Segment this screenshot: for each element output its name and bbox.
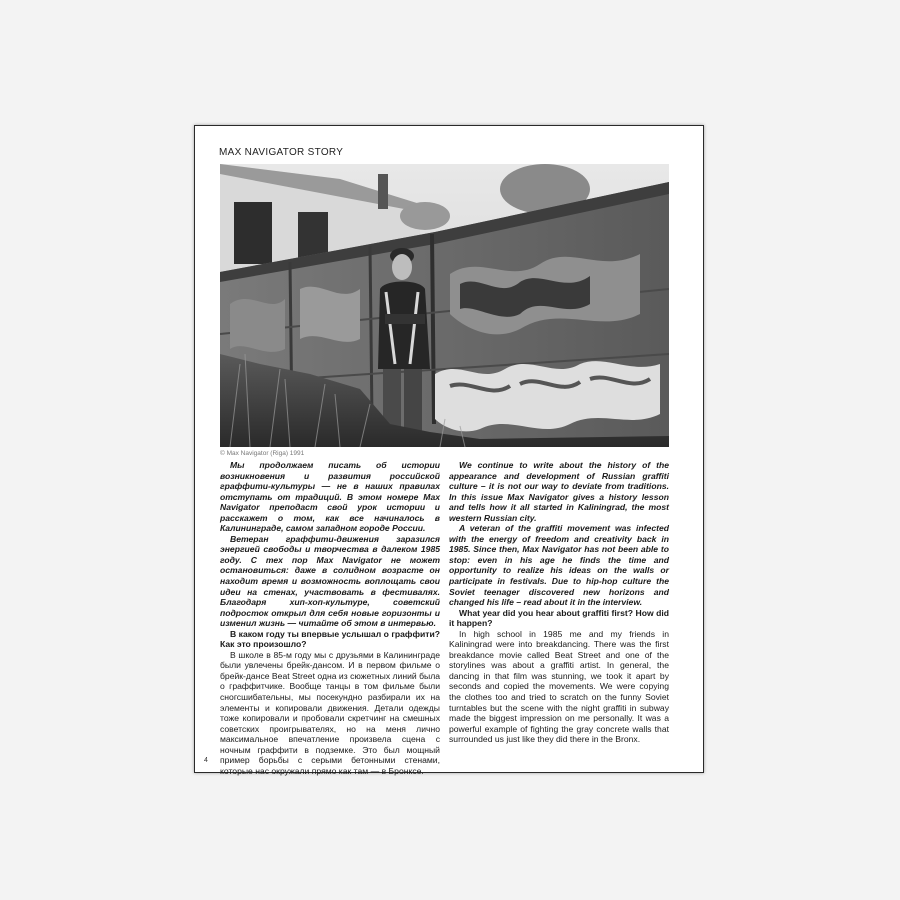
english-column [449, 460, 669, 745]
russian-column [220, 460, 440, 776]
ru-answer-1: В школе в 85-м году мы с друзьями в Калининграде были увлечены брейк-дансом. И в первом фильме о брейк-дансе Beat Street одна из сюжетных линий была о граффитчике. Вообще танцы в том фильме были сногсшибательны, мы посекундно разбирали их на элементы и копировали движения. Детали одежды тоже копировали и пробовали скретчинг на смешных советских проигрывателях, но на меня лично максимальное впечатление произвела сцена с ночным граффити в подземке. Это был мощный пример борьбы с серыми бетонными стенами, которые нас окружали прямо как там — в Бронксе. [220, 649, 440, 776]
en-intro-paragraph-2: A veteran of the graffiti movement was infected with the energy of freedom and creativity back in 1985. Since then, Max Navigator has not been able to stop: even in his age he finds the time and opportunity to realize his ideas on the walls or participate in festivals. Due to hip-hop culture the Soviet teenager discovered new horizons and changed his life – read about it in the interview. [449, 523, 669, 608]
en-question-1: What year did you hear about graffiti first? How did it happen? [449, 607, 669, 629]
photo-caption: © Max Navigator (Riga) 1991 [220, 450, 305, 457]
ru-intro-paragraph-1: Мы продолжаем писать об истории возникновения и развития российской граффити-культуры — не в наших правилах отступать от традиций. В этом номере Max Navigator преподаст свой урок истории и расскажет о том, как все начиналось в Калининграде, самом западном городе России. [220, 460, 440, 534]
page-number: 4 [204, 757, 208, 764]
graffiti-photo [220, 164, 669, 447]
en-answer-1: In high school in 1985 me and my friends in Kaliningrad were into breakdancing. There was the first breakdance movie called Beat Street and one of the storylines was about a graffiti artist. In general, the dancing in that film was stunning, we took it apart by seconds and copied the movements. We were copying the clothes too and tried to scratch on the funny Soviet turntables but the scene with the night graffiti in subway made the biggest impression on me personally. It was a powerful example of fighting the gray concrete walls that surrounded us just like they did there in the Bronx. [449, 628, 669, 745]
magazine-page [194, 125, 704, 776]
ru-question-1: В каком году ты впервые услышал о граффити? Как это произошло? [220, 628, 440, 650]
page-header: MAX NAVIGATOR STORY [219, 147, 344, 158]
en-intro-paragraph-1: We continue to write about the history of the appearance and development of Russian graffiti culture – it is not our way to deviate from traditions. In this issue Max Navigator gives a history lesson and tells how it all started in Kaliningrad, the most western Russian city. [449, 460, 669, 523]
ru-intro-paragraph-2: Ветеран граффити-движения заразился энергией свободы и творчества в далеком 1985 году. С тех пор Max Navigator не может остановиться: даже в солидном возрасте он находит время и возможность воплощать свои идеи на стенах, участвовать в фестивалях. Благодаря хип-хоп-культуре, советский подросток открыл для себя новые горизонты и изменил жизнь — читайте об этом в интервью. [220, 533, 440, 629]
